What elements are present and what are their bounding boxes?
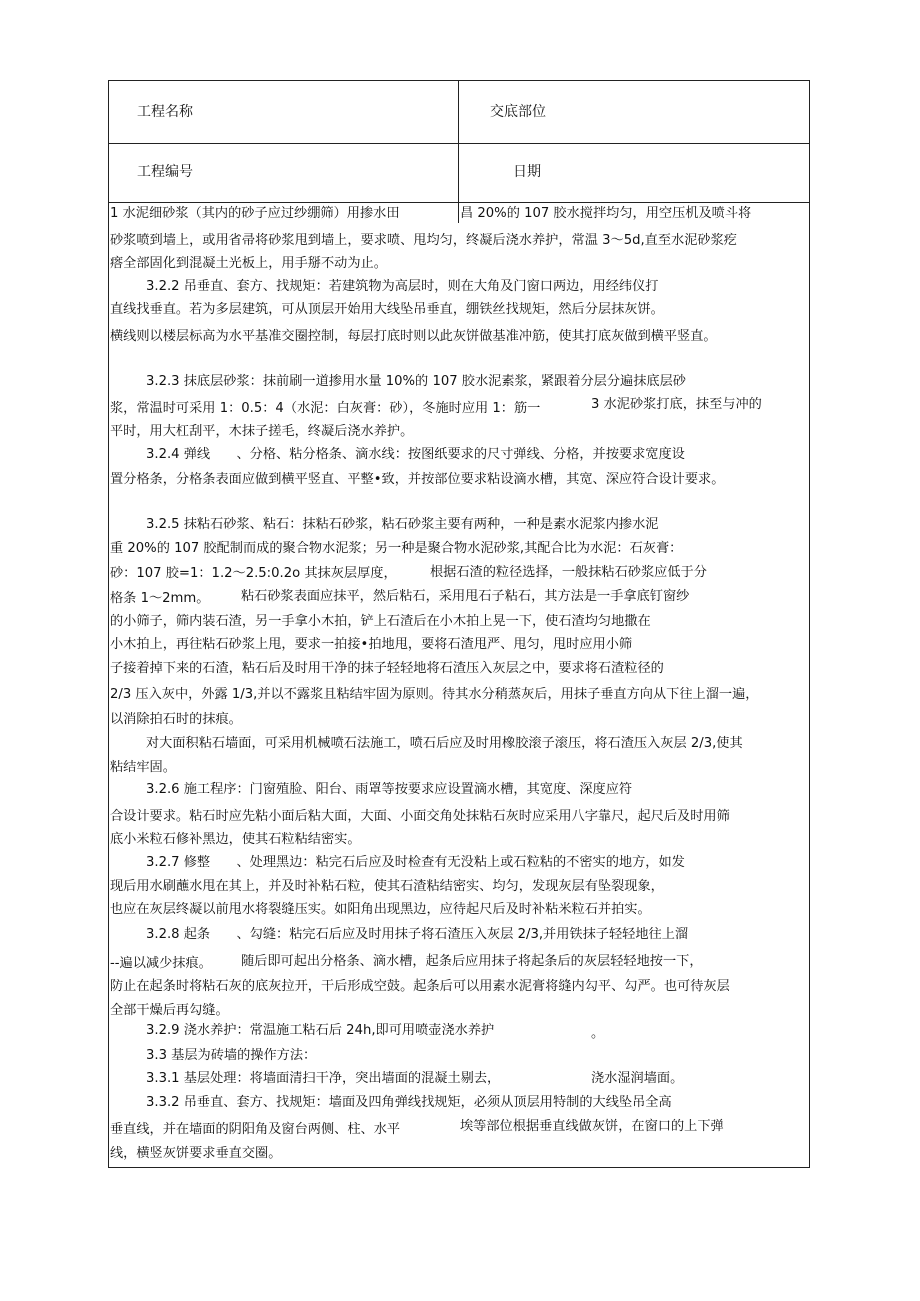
text-line: 砂：107 胶=1：1.2～2.5:0.2o 其抹灰层厚度， [110, 566, 397, 581]
text-line: 1 水泥细砂浆（其内的砂子应过纱绷筛）用掺水田 [110, 206, 400, 221]
text-line: 以消除拍石时的抹痕。 [110, 712, 242, 727]
text-line: 3.2.7 修整 、处理黑边：粘完石后应及时检查有无没粘上或石粒粘的不密实的地方，如发 [146, 855, 685, 870]
text-line: 随后即可起出分格条、滴水槽，起条后应用抹子将起条后的灰层轻轻地按一下， [241, 954, 703, 969]
text-line: 2/3 压入灰中，外露 1/3,并以不露浆且粘结牢固为原则。待其水分稍蒸灰后，用抹子垂直方向从下往上溜一遍， [110, 687, 759, 702]
text-line: 现后用水刷蘸水甩在其上，并及时补粘石粒，使其石渣粘结密实、均匀，发现灰层有坠裂现象， [110, 879, 664, 894]
text-line: 3.2.4 弹线 、分格、粘分格条、滴水线：按图纸要求的尺寸弹线、分格，并按要求宽度设 [146, 447, 685, 462]
text-line: 小木拍上，再往粘石砂浆上甩，要求一拍接•拍地甩，要将石渣甩严、甩匀，甩时应用小筛 [110, 637, 633, 652]
text-line: 瘩全部固化到混凝土光板上，用手掰不动为止。 [110, 256, 387, 271]
text-line: 埃等部位根据垂直线做灰饼，在窗口的上下弹 [460, 1119, 724, 1134]
text-line: 浇水湿润墙面。 [591, 1071, 684, 1086]
text-line: 3.2.9 浇水养护：常温施工粘石后 24h,即可用喷壶浇水养护 [146, 1023, 495, 1038]
text-line: 横线则以楼层标高为水平基准交圈控制，每层打底时则以此灰饼做基准冲筋，使其打底灰做到横平竖直。 [110, 329, 717, 344]
text-line: 砂浆喷到墙上，或用省帚将砂浆甩到墙上，要求喷、甩均匀，终凝后浇水养护，常温 3～5d,直至水泥砂浆疙 [110, 233, 737, 248]
text-line: 。 [591, 1026, 605, 1041]
text-line: 也应在灰层终凝以前甩水将裂缝压实。如阳角出现黑边，应待起尺后及时补粘米粒石并拍实。 [110, 902, 651, 917]
body-split-divider [458, 202, 459, 223]
text-line: 3.2.2 吊垂直、套方、找规矩：若建筑物为高层时，则在大角及门窗口两边，用经纬仪打 [146, 279, 659, 294]
text-line: 3.2.5 抹粘石砂浆、粘石：抹粘石砂浆，粘石砂浆主要有两种，一种是素水泥浆内掺水泥 [146, 517, 659, 532]
text-line: 昌 20%的 107 胶水搅拌均匀，用空压机及喷斗将 [460, 206, 752, 221]
header-column-divider [458, 81, 459, 202]
header-divider-1 [109, 143, 809, 144]
text-line: 粘石砂浆表面应抹平，然后粘石，采用甩石子粘石，其方法是一手拿底钉窗纱 [241, 589, 690, 604]
text-line: 防止在起条时将粘石灰的底灰拉开，干后形成空鼓。起条后可以用素水泥膏将缝内勾平、勾严。也可待灰层 [110, 979, 730, 994]
text-line: 粘结牢固。 [110, 760, 176, 775]
text-line: 置分格条，分格条表面应做到横平竖直、平整•致，并按部位要求粘设滴水槽，其宽、深应符合设计要求。 [110, 472, 725, 487]
text-line: 合设计要求。粘石时应先粘小面后粘大面，大面、小面交角处抹粘石灰时应采用八字靠尺，起尺后及时用筛 [110, 809, 730, 824]
text-line: 根据石渣的粒径选择，一般抹粘石砂浆应低于分 [430, 565, 707, 580]
text-line: 3.3.1 基层处理：将墙面清扫干净，突出墙面的混凝土剔去， [146, 1071, 501, 1086]
text-line: 重 20%的 107 胶配制而成的聚合物水泥浆；另一种是聚合物水泥砂浆,其配合比为水泥：石灰膏： [110, 541, 683, 556]
text-line: 3.2.3 抹底层砂浆：抹前刷一道掺用水量 10%的 107 胶水泥素浆，紧跟着分层分遍抹底层砂 [146, 374, 686, 389]
text-line: 的小筛子，筛内装石渣，另一手拿小木拍，铲上石渣后在小木拍上晃一下，使石渣均匀地撒在 [110, 614, 651, 629]
date-label: 日期 [513, 164, 541, 180]
text-line: 3.2.8 起条 、勾缝：粘完石后应及时用抹子将石渣压入灰层 2/3,并用铁抹子轻轻地往上溜 [146, 927, 689, 942]
text-line: 平时，用大杠刮平，木抹子搓毛，终凝后浇水养护。 [110, 424, 414, 439]
text-line: 浆，常温时可采用 1：0.5：4（水泥：白灰膏：砂），冬施时应用 1：筋一 [110, 401, 541, 416]
text-line: --遍以减少抹痕。 [110, 956, 212, 971]
text-line: 格条 1～2mm。 [110, 591, 210, 606]
text-line: 底小米粒石修补黑边，使其石粒粘结密实。 [110, 832, 361, 847]
text-line: 直线找垂直。若为多层建筑，可从顶层开始用大线坠吊垂直，绷铁丝找规矩，然后分层抹灰饼。 [110, 302, 664, 317]
text-line: 3.3.2 吊垂直、套方、找规矩：墙面及四角弹线找规矩，必须从顶层用特制的大线坠吊全高 [146, 1095, 672, 1110]
text-line: 对大面积粘石墙面，可采用机械喷石法施工，喷石后应及时用橡胶滚子滚压，将石渣压入灰层 2/3,使其 [146, 736, 743, 751]
project-name-label: 工程名称 [137, 104, 193, 120]
text-line: 线，横竖灰饼要求垂直交圈。 [110, 1146, 282, 1161]
text-line: 3.3 基层为砖墙的操作方法： [146, 1048, 317, 1063]
header-divider-2 [109, 202, 809, 203]
project-no-label: 工程编号 [137, 164, 193, 180]
text-line: 全部干燥后再勾缝。 [110, 1003, 229, 1018]
text-line: 3 水泥砂浆打底，抹至与冲的 [591, 397, 762, 412]
handover-part-label: 交底部位 [490, 104, 546, 120]
text-line: 子接着掉下来的石渣，粘石后及时用干净的抹子轻轻地将石渣压入灰层之中，要求将石渣粒径的 [110, 661, 664, 676]
text-line: 3.2.6 施工程序：门窗殖脸、阳台、雨罩等按要求应设置滴水槽，其宽度、深度应符 [146, 782, 633, 797]
text-line: 垂直线，并在墙面的阴阳角及窗台两侧、柱、水平 [110, 1122, 401, 1137]
